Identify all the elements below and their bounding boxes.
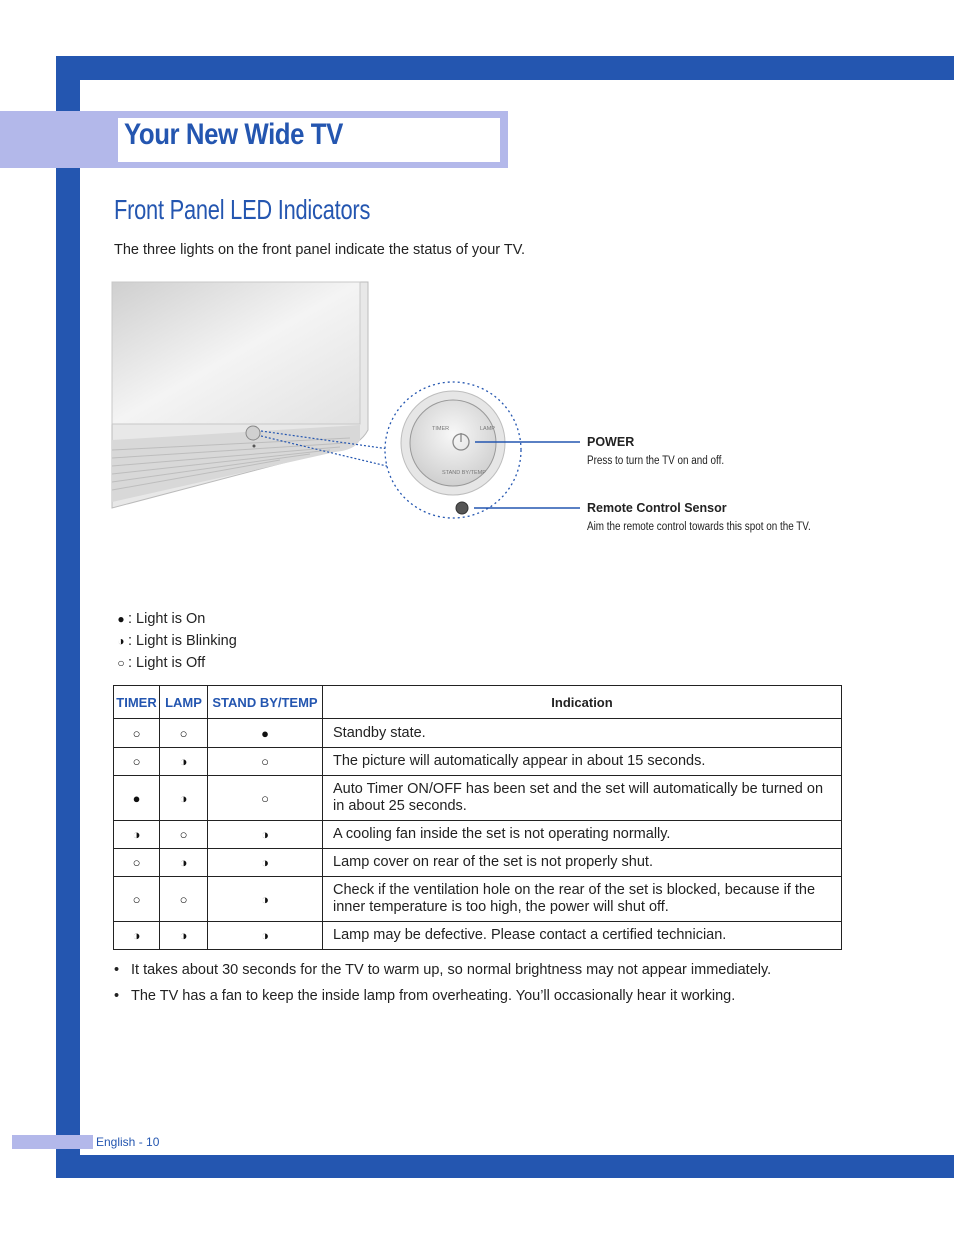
table-row xyxy=(114,719,842,748)
lamp-status-icon: ◑ xyxy=(160,849,208,877)
power-button-small xyxy=(246,426,260,440)
section-title: Front Panel LED Indicators xyxy=(114,194,371,225)
legend xyxy=(114,608,237,674)
indication-cell: A cooling fan inside the set is not operating normally. xyxy=(323,821,842,849)
note-text: It takes about 30 seconds for the TV to warm up, so normal brightness may not appear immediately. xyxy=(131,962,772,978)
light-blinking-icon: ◑ xyxy=(117,634,125,648)
indication-cell: Check if the ventilation hole on the rear of the set is blocked, because if the inner temperature is too high, the power will shut off. xyxy=(323,877,842,922)
header-timer: TIMER xyxy=(114,686,160,719)
lamp-status-icon: ○ xyxy=(160,877,208,922)
legend-item xyxy=(114,652,237,674)
header-lamp: LAMP xyxy=(160,686,208,719)
remote-sensor xyxy=(456,502,468,514)
lamp-status-icon: ◑ xyxy=(160,748,208,776)
standby-status-icon: ○ xyxy=(208,748,323,776)
indication-cell: The picture will automatically appear in about 15 seconds. xyxy=(323,748,842,776)
table-header-row xyxy=(114,686,842,719)
bullet-icon: • xyxy=(114,988,120,1004)
table-row xyxy=(114,849,842,877)
table-row xyxy=(114,821,842,849)
header-standby: STAND BY/TEMP xyxy=(208,686,323,719)
indication-cell: Auto Timer ON/OFF has been set and the set will automatically be turned on in about 25 seconds. xyxy=(323,776,842,821)
timer-status-icon: ○ xyxy=(114,748,160,776)
timer-status-icon: ○ xyxy=(114,719,160,748)
legend-text: : Light is Blinking xyxy=(128,633,237,649)
list-item xyxy=(114,962,771,978)
lamp-status-icon: ○ xyxy=(160,719,208,748)
timer-status-icon: ○ xyxy=(114,877,160,922)
light-off-icon: ○ xyxy=(117,656,125,670)
timer-status-icon: ◑ xyxy=(114,922,160,950)
legend-item xyxy=(114,630,237,652)
standby-status-icon: ◑ xyxy=(208,849,323,877)
note-text: The TV has a fan to keep the inside lamp from overheating. You’ll occasionally hear it working. xyxy=(131,988,736,1004)
callout-power-title: POWER xyxy=(587,435,635,449)
legend-item xyxy=(114,608,237,630)
notes-list xyxy=(114,962,771,1014)
bullet-icon: • xyxy=(114,962,120,978)
timer-status-icon: ○ xyxy=(114,849,160,877)
list-item xyxy=(114,988,771,1004)
standby-status-icon: ◑ xyxy=(208,922,323,950)
timer-label: TIMER xyxy=(432,426,450,432)
table-row xyxy=(114,776,842,821)
lamp-status-icon: ◑ xyxy=(160,776,208,821)
intro-text: The three lights on the front panel indicate the status of your TV. xyxy=(114,242,526,258)
standby-status-icon: ◑ xyxy=(208,821,323,849)
standby-status-icon: ● xyxy=(208,719,323,748)
left-frame-bar xyxy=(56,56,80,1178)
standby-status-icon: ○ xyxy=(208,776,323,821)
footer-band xyxy=(12,1135,93,1149)
bottom-frame-bar xyxy=(56,1155,954,1178)
led-indicator-table xyxy=(113,685,842,950)
table-row xyxy=(114,748,842,776)
lamp-status-icon: ○ xyxy=(160,821,208,849)
page-number: English - 10 xyxy=(96,1135,160,1149)
tv-screen xyxy=(112,282,360,424)
header-indication: Indication xyxy=(323,686,842,719)
legend-text: : Light is Off xyxy=(128,655,206,671)
lamp-label: LAMP xyxy=(480,426,495,432)
indication-cell: Lamp may be defective. Please contact a certified technician. xyxy=(323,922,842,950)
table-row xyxy=(114,877,842,922)
indication-cell: Standby state. xyxy=(323,719,842,748)
callout-sensor-desc: Aim the remote control towards this spot on the TV. xyxy=(587,521,811,533)
light-on-icon: ● xyxy=(117,612,125,626)
table-row xyxy=(114,922,842,950)
timer-status-icon: ◑ xyxy=(114,821,160,849)
top-frame-bar xyxy=(56,56,954,80)
legend-text: : Light is On xyxy=(128,611,206,627)
indication-cell: Lamp cover on rear of the set is not properly shut. xyxy=(323,849,842,877)
lamp-status-icon: ◑ xyxy=(160,922,208,950)
timer-status-icon: ● xyxy=(114,776,160,821)
callout-sensor-title: Remote Control Sensor xyxy=(587,501,727,515)
standby-status-icon: ◑ xyxy=(208,877,323,922)
page-title: Your New Wide TV xyxy=(124,118,343,151)
standby-label: STAND BY/TEMP xyxy=(442,470,486,476)
callout-power-desc: Press to turn the TV on and off. xyxy=(587,455,725,467)
